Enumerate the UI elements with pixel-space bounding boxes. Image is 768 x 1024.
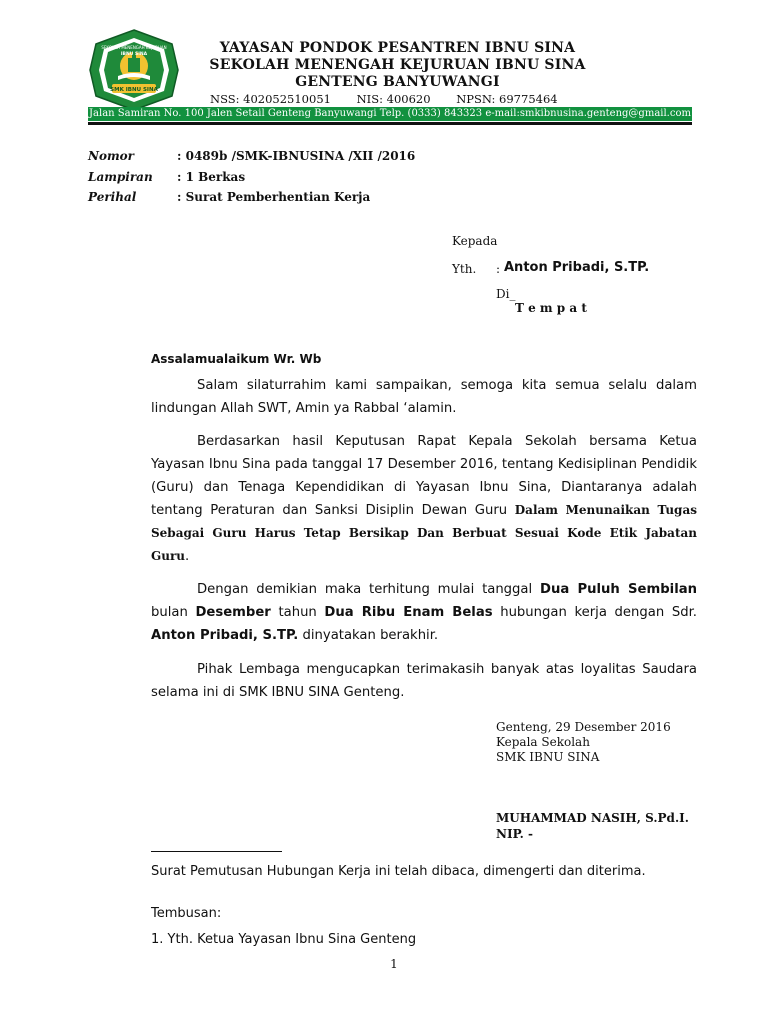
tembusan-item-1: 1. Yth. Ketua Yayasan Ibnu Sina Genteng xyxy=(151,932,417,947)
p3-employee-name: Anton Pribadi, S.TP. xyxy=(151,628,299,643)
signer-role: Kepala Sekolah xyxy=(496,735,590,749)
nomor-label: Nomor xyxy=(88,149,134,163)
paragraph-decision xyxy=(151,430,697,568)
yth-colon: : xyxy=(496,262,501,276)
kepada-label: Kepada xyxy=(452,234,498,248)
paragraph-2-text: Berdasarkan hasil Keputusan Rapat Kepala Sekolah bersama Ketua Yayasan Ibnu Sina pada tanggal 17 Desember 2016, tentang Kedisiplinan Pendidik (Guru) dan Tenaga Kependidikan di Yayasan Ibnu Sina, Diantaranya adalah tentang Peraturan dan Sanksi Disiplin Dewan Guru xyxy=(151,434,697,518)
p3-date-day: Dua Puluh Sembilan xyxy=(540,582,697,597)
tempat-label: T e m p a t xyxy=(515,301,587,315)
paragraph-thanks xyxy=(151,658,697,704)
di-label: Di_ xyxy=(496,287,516,301)
perihal-label: Perihal xyxy=(88,190,137,204)
p3-text-e: tahun xyxy=(278,605,317,620)
yth-label: Yth. xyxy=(452,262,477,276)
address-band: Jalan Samiran No. 100 Jalen Setail Genteng Banyuwangi Telp. (0333) 843323 e-mail:smkibnusina.genteng@gmail.com xyxy=(89,108,691,119)
foundation-name: YAYASAN PONDOK PESANTREN IBNU SINA xyxy=(219,40,576,56)
nomor-value: : 0489b /SMK-IBNUSINA /XII /2016 xyxy=(177,149,416,163)
acknowledgement-statement: Surat Pemutusan Hubungan Kerja ini telah dibaca, dimengerti dan diterima. xyxy=(151,864,646,879)
acknowledgement-rule xyxy=(151,851,282,852)
p3-date-year: Dua Ribu Enam Belas xyxy=(324,605,493,620)
p3-text-a: Dengan demikian maka terhitung mulai tanggal xyxy=(197,582,533,597)
nis-number: NIS: 400620 xyxy=(356,92,431,106)
registration-numbers xyxy=(210,92,610,106)
logo-name-text: IBNU SINA xyxy=(120,52,148,57)
greeting: Assalamualaikum Wr. Wb xyxy=(151,352,322,366)
page-number: 1 xyxy=(390,957,398,971)
letterhead-divider xyxy=(88,122,692,125)
paragraph-termination xyxy=(151,578,697,647)
signer-school: SMK IBNU SINA xyxy=(496,750,600,764)
lampiran-label: Lampiran xyxy=(88,170,153,184)
logo-top-text: SEKOLAH MENENGAH KEJURUAN xyxy=(101,45,167,50)
paragraph-2-bold: Dalam Menunaikan Tugas Sebagai Guru Harus Tetap Bersikap Dan Berbuat Sesuai Kode Etik Jabatan Guru xyxy=(151,503,697,563)
perihal-value: : Surat Pemberhentian Kerja xyxy=(177,190,371,204)
p3-text-i: dinyatakan berakhir. xyxy=(302,628,439,643)
school-logo xyxy=(88,28,180,112)
p3-text-c: bulan xyxy=(151,605,188,620)
place-date: Genteng, 29 Desember 2016 xyxy=(496,720,671,734)
paragraph-greeting xyxy=(151,374,697,420)
logo-ribbon-text: SMK IBNU SINA xyxy=(110,87,158,93)
nss-number: NSS: 402052510051 xyxy=(210,92,331,106)
lampiran-value: : 1 Berkas xyxy=(177,170,246,184)
paragraph-4-text: Pihak Lembaga mengucapkan terimakasih banyak atas loyalitas Saudara selama ini di SMK IBNU SINA Genteng. xyxy=(151,662,697,700)
signer-nip: NIP. - xyxy=(496,827,533,841)
school-name: SEKOLAH MENENGAH KEJURUAN IBNU SINA xyxy=(209,57,586,73)
paragraph-2-end: . xyxy=(185,549,190,564)
tembusan-label: Tembusan: xyxy=(151,906,222,921)
signer-name: MUHAMMAD NASIH, S.Pd.I. xyxy=(496,811,689,825)
school-location: GENTENG BANYUWANGI xyxy=(295,74,500,90)
paragraph-1-text: Salam silaturrahim kami sampaikan, semoga kita semua selalu dalam lindungan Allah SWT, Amin ya Rabbal ‘alamin. xyxy=(151,378,697,416)
p3-text-g: hubungan kerja dengan Sdr. xyxy=(500,605,697,620)
npsn-number: NPSN: 69775464 xyxy=(456,92,558,106)
recipient-name: Anton Pribadi, S.TP. xyxy=(504,260,650,275)
p3-date-month: Desember xyxy=(195,605,271,620)
